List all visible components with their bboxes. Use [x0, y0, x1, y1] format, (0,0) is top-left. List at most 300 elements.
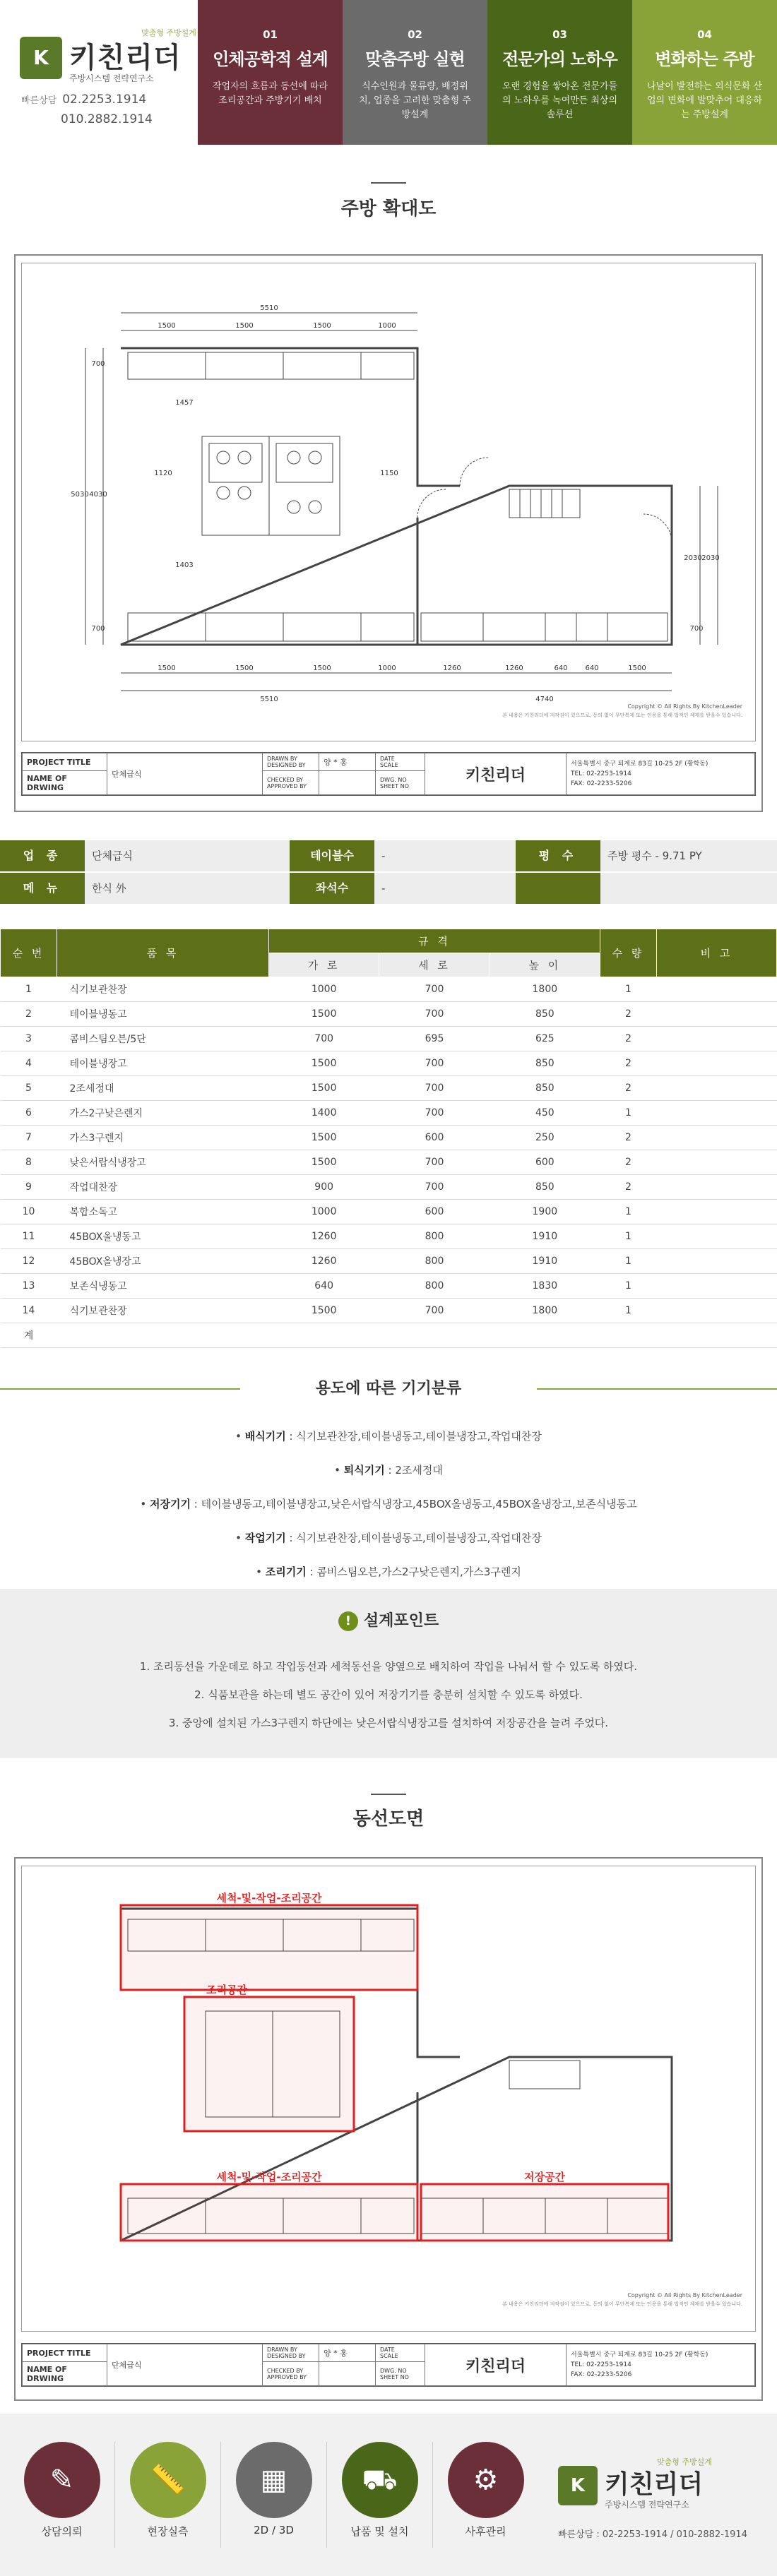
table-cell	[657, 1200, 777, 1224]
table-cell: 1	[600, 1200, 657, 1224]
table-cell: 1900	[490, 1200, 600, 1224]
class-label: 저장기기	[150, 1498, 191, 1510]
table-cell: 600	[379, 1126, 490, 1150]
tel: TEL: 02-2253-1914	[571, 770, 631, 777]
table-cell: 700	[379, 977, 490, 1002]
tables-value: -	[374, 840, 516, 871]
drawn-by: DRAWN BY	[267, 756, 297, 763]
table-row	[1, 1076, 777, 1101]
table-cell: 625	[490, 1027, 600, 1051]
table-cell	[657, 1249, 777, 1274]
table-cell: 가스2구낮은렌지	[57, 1101, 269, 1126]
table-cell: 2	[600, 1002, 657, 1027]
footer-button-label: 상담의뢰	[41, 2525, 83, 2538]
table-cell: 4	[1, 1051, 57, 1076]
class-value: 식기보관찬장,테이블냉동고,테이블냉장고,작업대찬장	[296, 1532, 542, 1544]
site-survey-button[interactable]	[124, 2442, 212, 2555]
classification-title: 용도에 따른 기기분류	[315, 1380, 462, 1397]
feature-card	[487, 0, 632, 145]
table-cell: 1	[600, 1224, 657, 1249]
truck-icon: ⛟	[342, 2442, 418, 2518]
table-cell: 1	[600, 977, 657, 1002]
consult-label: 빠른상담	[21, 95, 57, 106]
tables-label: 테이블수	[290, 840, 374, 871]
footer-divider	[220, 2442, 221, 2548]
table-cell: 10	[1, 1200, 57, 1224]
dim-bottom: 1500	[235, 664, 254, 672]
table-cell: 2	[600, 1150, 657, 1175]
design-points-title: 설계포인트	[363, 1612, 439, 1630]
th-size: 규 격	[269, 929, 600, 953]
project-title-label: PROJECT TITLE	[23, 753, 107, 771]
table-cell: 1	[600, 1249, 657, 1274]
cube-icon: ▦	[236, 2442, 312, 2518]
th-width: 가 로	[269, 953, 379, 977]
feature-card	[198, 0, 343, 145]
class-item: • 배식기기 : 식기보관찬장,테이블냉동고,테이블냉장고,작업대찬장	[235, 1430, 542, 1443]
zone-bottom-box	[121, 2184, 417, 2241]
table-cell: 작업대찬장	[57, 1175, 269, 1200]
title-block-logo: 키친리더	[465, 2357, 526, 2375]
area-label: 평 수	[516, 840, 600, 871]
table-cell: 1500	[269, 1126, 379, 1150]
kitchen-plan-drawing	[21, 263, 756, 741]
project-title-value: 단체급식	[107, 753, 263, 795]
dim-bottom: 1500	[313, 664, 331, 672]
design-point: 3. 중앙에 설치된 가스3구렌지 하단에는 낮은서랍식냉장고를 설치하여 저장공간을 늘려 주었다.	[168, 1717, 609, 1729]
contact-phones	[21, 90, 191, 129]
footer-brand-tag: 맞춤형 주방설계	[657, 2457, 712, 2467]
table-cell	[657, 1002, 777, 1027]
table-cell: 600	[490, 1150, 600, 1175]
th-note: 비 고	[657, 929, 777, 977]
address: 서울특별시 중구 퇴계로 83길 10-25 2F (황학동)	[571, 761, 708, 768]
footer-contact: 빠른상담 : 02-2253-1914 / 010-2882-1914	[558, 2529, 747, 2540]
dim-bottom: 640	[585, 664, 599, 672]
feature-title: 변화하는 주방	[655, 49, 754, 69]
table-cell: 850	[490, 1076, 600, 1101]
designer: 양 * 홍	[319, 753, 376, 771]
feature-num: 01	[263, 28, 278, 41]
zone-bottom-label: 세척-및-작업-조리공간	[216, 2171, 322, 2183]
table-cell: 9	[1, 1175, 57, 1200]
table-cell: 1910	[490, 1249, 600, 1274]
designer: 양 * 홍	[319, 2344, 376, 2362]
dim-mid: 1403	[175, 561, 194, 569]
table-cell	[657, 1274, 777, 1299]
table-cell: 850	[490, 1175, 600, 1200]
feature-desc: 식수인원과 물류량, 배정위치, 업종을 고려한 맞춤형 주방설계	[359, 81, 471, 120]
footer-brand-name: 키친리더	[605, 2470, 704, 2499]
section-title-flow: 동선도면	[352, 1808, 425, 1830]
class-value: 2조세정대	[395, 1464, 443, 1477]
table-cell: 2	[600, 1051, 657, 1076]
table-cell: 1830	[490, 1274, 600, 1299]
table-cell: 낮은서랍식냉장고	[57, 1150, 269, 1175]
classification-header	[0, 1373, 777, 1405]
designed-by: DESIGNED BY	[267, 2353, 306, 2360]
table-cell: 850	[490, 1002, 600, 1027]
table-row	[1, 1175, 777, 1200]
scale-label: SCALE	[380, 2353, 398, 2360]
dim-mid: 1457	[175, 399, 194, 407]
zone-store-box	[421, 2184, 668, 2241]
footer-divider	[432, 2442, 433, 2548]
wrench-icon: ⚙	[448, 2442, 524, 2518]
feature-num: 04	[697, 28, 712, 41]
dim-top: 1000	[378, 322, 396, 330]
table-cell: 700	[379, 1051, 490, 1076]
dim-left: 5030	[71, 491, 89, 499]
feature-title: 맞춤주방 실현	[365, 49, 465, 69]
table-cell: 800	[379, 1249, 490, 1274]
info-empty-label	[516, 873, 600, 904]
checked-by: CHECKED BY	[267, 776, 304, 783]
approved-by: APPROVED BY	[267, 782, 307, 789]
menu-label: 메 뉴	[0, 873, 85, 904]
table-cell	[657, 1150, 777, 1175]
name-of-drawing-label: NAME OF DRWING	[23, 2362, 107, 2386]
dim-bottom: 1500	[158, 664, 176, 672]
class-label: 퇴식기기	[343, 1464, 385, 1477]
table-cell: 2	[600, 1175, 657, 1200]
copyright: Copyright © All Rights By KitchenLeader	[627, 2292, 742, 2298]
th-depth: 세 로	[379, 953, 490, 977]
copyright-sub: 본 내용은 키친리더에 저작권이 있으므로, 동의 없이 무단복제 또는 인용을 통해 법적인 제재를 받을수 있습니다.	[502, 712, 742, 718]
designed-by: DESIGNED BY	[267, 762, 306, 769]
class-label: 배식기기	[244, 1430, 286, 1443]
project-title-value: 단체급식	[107, 2344, 263, 2386]
table-row	[1, 1249, 777, 1274]
table-cell: 콤비스팀오븐/5단	[57, 1027, 269, 1051]
footer-logo-icon: K	[558, 2466, 598, 2505]
table-cell	[657, 1224, 777, 1249]
title-block-logo: 키친리더	[465, 766, 526, 785]
brand-tag: 맞춤형 주방설계	[141, 28, 196, 37]
table-cell: 12	[1, 1249, 57, 1274]
title-block	[21, 752, 756, 796]
dim-bottom: 1260	[443, 664, 461, 672]
total-label: 계	[1, 1323, 57, 1348]
class-value: 식기보관찬장,테이블냉동고,테이블냉장고,작업대찬장	[296, 1430, 542, 1443]
after-service-button[interactable]	[441, 2442, 530, 2555]
project-title-label: PROJECT TITLE	[23, 2344, 107, 2362]
table-cell: 1000	[269, 977, 379, 1002]
th-height: 높 이	[490, 953, 600, 977]
table-cell: 850	[490, 1051, 600, 1076]
section-divider	[371, 182, 406, 184]
ruler-icon: 📏	[130, 2442, 206, 2518]
section-title-kitchen-plan: 주방 확대도	[340, 198, 437, 220]
dim-left: 700	[91, 360, 105, 368]
footer	[0, 2414, 777, 2576]
th-no: 순 번	[1, 929, 57, 977]
table-row	[1, 1299, 777, 1323]
table-cell: 3	[1, 1027, 57, 1051]
th-item: 품 목	[57, 929, 269, 977]
dim-top: 1500	[158, 322, 176, 330]
dwg-no-label: DWG. NO	[380, 2367, 407, 2374]
table-cell	[657, 1299, 777, 1323]
design-points	[0, 1589, 777, 1758]
delivery-install-button[interactable]	[336, 2442, 424, 2555]
table-cell: 6	[1, 1101, 57, 1126]
table-cell: 450	[490, 1101, 600, 1126]
table-cell: 1	[1, 977, 57, 1002]
checked-by: CHECKED BY	[267, 2367, 304, 2374]
table-cell: 식기보관찬장	[57, 977, 269, 1002]
table-row	[1, 1274, 777, 1299]
seats-value: -	[374, 873, 516, 904]
table-cell	[657, 1101, 777, 1126]
dim-mid: 2030	[684, 554, 702, 562]
approved-by: APPROVED BY	[267, 2373, 307, 2380]
table-cell: 1500	[269, 1299, 379, 1323]
dim-total-top: 5510	[260, 304, 278, 312]
table-row	[1, 1101, 777, 1126]
th-qty: 수 량	[600, 929, 657, 977]
consult-icon: ✎	[24, 2442, 100, 2518]
class-value: 콤비스팀오븐,가스2구낮은렌지,가스3구렌지	[316, 1566, 521, 1578]
zone-mid-box	[184, 1997, 354, 2131]
zone-store-label: 저장공간	[524, 2171, 565, 2183]
feature-num: 03	[552, 28, 567, 41]
table-cell: 13	[1, 1274, 57, 1299]
table-cell: 7	[1, 1126, 57, 1150]
table-cell: 700	[379, 1150, 490, 1175]
feature-card	[343, 0, 487, 145]
table-cell: 1800	[490, 1299, 600, 1323]
table-cell: 700	[379, 1299, 490, 1323]
table-cell: 700	[379, 1002, 490, 1027]
table-cell: 보존식냉동고	[57, 1274, 269, 1299]
feature-card	[632, 0, 777, 145]
dim-left: 4030	[89, 491, 107, 499]
feature-desc: 나날이 발전하는 외식문화 산업의 변화에 발맞추어 대응하는 주방설계	[646, 81, 763, 120]
table-cell: 1800	[490, 977, 600, 1002]
table-cell: 1400	[269, 1101, 379, 1126]
info-row	[0, 840, 777, 871]
table-cell: 250	[490, 1126, 600, 1150]
exclamation-icon: !	[338, 1611, 358, 1631]
table-cell: 700	[379, 1175, 490, 1200]
info-row	[0, 873, 777, 904]
fax: FAX: 02-2233-5206	[571, 2371, 632, 2378]
table-cell	[269, 1323, 379, 1348]
feature-desc: 오랜 경험을 쌓아온 전문가들의 노하우를 녹여만든 최상의 솔루션	[502, 81, 618, 120]
footer-button-label: 현장실측	[147, 2525, 189, 2538]
class-label: 작업기기	[244, 1532, 286, 1544]
footer-button-label: 납품 및 설치	[350, 2525, 409, 2538]
table-cell: 700	[269, 1027, 379, 1051]
table-cell: 1260	[269, 1224, 379, 1249]
table-cell: 2	[600, 1126, 657, 1150]
table-cell: 5	[1, 1076, 57, 1101]
table-cell: 2	[600, 1027, 657, 1051]
table-cell: 1	[600, 1274, 657, 1299]
table-cell: 2조세정대	[57, 1076, 269, 1101]
spec-table	[0, 929, 777, 1348]
table-row	[1, 1224, 777, 1249]
date-label: DATE	[380, 2347, 395, 2354]
design-points-header	[0, 1609, 777, 1631]
dim-top: 1500	[235, 322, 254, 330]
dim-mid: 1150	[380, 470, 398, 477]
section-divider	[371, 1794, 406, 1795]
footer-button-label: 사후관리	[465, 2525, 506, 2538]
table-cell: 테이블냉동고	[57, 1002, 269, 1027]
table-cell: 1500	[269, 1002, 379, 1027]
table-total-row	[1, 1323, 777, 1348]
table-cell: 700	[379, 1076, 490, 1101]
class-item: • 저장기기 : 테이블냉동고,테이블냉장고,낮은서랍식냉장고,45BOX올냉동고,45BOX올냉장고,보존식냉동고	[140, 1498, 637, 1510]
table-cell: 2	[1, 1002, 57, 1027]
class-value: 테이블냉동고,테이블냉장고,낮은서랍식냉장고,45BOX올냉동고,45BOX올냉장고,보존식냉동고	[201, 1498, 637, 1510]
logo-mark-icon: K	[20, 37, 62, 79]
brand-sub: 주방시스템 전략연구소	[69, 73, 154, 83]
design-point: 1. 조리동선을 가운데로 하고 작업동선과 세척동선을 양옆으로 배치하여 작업을 나눠서 할 수 있도록 하였다.	[139, 1660, 638, 1673]
table-cell: 가스3구렌지	[57, 1126, 269, 1150]
dim-total-bottom: 5510	[260, 696, 278, 703]
table-row	[1, 977, 777, 1002]
table-row	[1, 1150, 777, 1175]
table-cell: 640	[269, 1274, 379, 1299]
dim-left: 700	[91, 625, 105, 633]
copyright-sub: 본 내용은 키친리더에 저작권이 있으므로, 동의 없이 무단복제 또는 인용을 통해 법적인 제재를 받을수 있습니다.	[502, 2301, 742, 2307]
classification-list	[0, 1419, 777, 1589]
feature-title: 전문가의 노하우	[502, 49, 617, 69]
name-of-drawing-label: NAME OF DRWING	[23, 771, 107, 795]
table-cell: 1500	[269, 1076, 379, 1101]
area-value: 주방 평수 - 9.71 PY	[600, 840, 777, 871]
feature-title: 인체공학적 설계	[213, 49, 328, 69]
type-label: 업 종	[0, 840, 85, 871]
footer-divider	[326, 2442, 327, 2548]
dwg-no-label: DWG. NO	[380, 776, 407, 783]
copyright: Copyright © All Rights By KitchenLeader	[627, 703, 742, 710]
table-cell: 1910	[490, 1224, 600, 1249]
dim-mid: 700	[689, 625, 704, 633]
table-row	[1, 1051, 777, 1076]
dim-mid: 1120	[154, 470, 172, 477]
table-cell	[657, 1076, 777, 1101]
table-cell: 1260	[269, 1249, 379, 1274]
info-empty-value	[600, 873, 777, 904]
table-cell: 45BOX올냉장고	[57, 1249, 269, 1274]
table-cell: 복합소독고	[57, 1200, 269, 1224]
class-item: • 퇴식기기 : 2조세정대	[334, 1464, 443, 1477]
footer-button-label: 2D / 3D	[254, 2524, 294, 2536]
title-block	[21, 2343, 756, 2387]
feature-desc: 작업자의 흐름과 동선에 따라 조리공간과 주방기기 배치	[212, 81, 328, 106]
header	[0, 0, 777, 145]
brand-name: 키친리더	[69, 42, 182, 74]
table-cell: 600	[379, 1200, 490, 1224]
table-cell	[657, 1323, 777, 1348]
table-cell	[657, 977, 777, 1002]
table-cell: 1500	[269, 1051, 379, 1076]
phone-1[interactable]: 02.2253.1914	[62, 93, 147, 107]
flow-plan-drawing	[21, 1866, 756, 2332]
table-cell	[657, 1027, 777, 1051]
design-points-list	[0, 1652, 777, 1737]
table-cell: 45BOX올냉동고	[57, 1224, 269, 1249]
dim-total-bottom: 4740	[535, 696, 554, 703]
dim-bottom: 1260	[505, 664, 523, 672]
table-cell	[490, 1323, 600, 1348]
table-cell: 695	[379, 1027, 490, 1051]
fax: FAX: 02-2233-5206	[571, 780, 632, 787]
floor-plan-svg	[22, 263, 755, 741]
table-cell: 900	[269, 1175, 379, 1200]
sheet-no-label: SHEET NO	[380, 2373, 409, 2380]
table-cell: 식기보관찬장	[57, 1299, 269, 1323]
address: 서울특별시 중구 퇴계로 83길 10-25 2F (황학동)	[571, 2351, 708, 2359]
dim-top: 1500	[313, 322, 331, 330]
table-cell: 800	[379, 1224, 490, 1249]
footer-brand-sub: 주방시스템 전략연구소	[605, 2500, 689, 2510]
zone-top-label: 세척-및-작업-조리공간	[216, 1892, 322, 1904]
dim-bottom: 1500	[628, 664, 646, 672]
table-row	[1, 1002, 777, 1027]
footer-divider	[114, 2442, 115, 2548]
spec-body	[1, 977, 777, 1348]
date-label: DATE	[380, 756, 395, 763]
table-cell: 14	[1, 1299, 57, 1323]
scale-label: SCALE	[380, 762, 398, 769]
table-cell	[657, 1051, 777, 1076]
table-row	[1, 1200, 777, 1224]
sheet-no-label: SHEET NO	[380, 782, 409, 789]
drawn-by: DRAWN BY	[267, 2347, 297, 2354]
table-cell: 테이블냉장고	[57, 1051, 269, 1076]
table-cell	[379, 1323, 490, 1348]
table-cell	[57, 1323, 269, 1348]
class-item: • 조리기기 : 콤비스팀오븐,가스2구낮은렌지,가스3구렌지	[256, 1566, 521, 1578]
class-item: • 작업기기 : 식기보관찬장,테이블냉동고,테이블냉장고,작업대찬장	[235, 1532, 542, 1544]
dim-bottom: 640	[554, 664, 568, 672]
dim-mid: 2030	[701, 554, 720, 562]
zone-top-box	[121, 1905, 417, 1990]
table-cell	[600, 1323, 657, 1348]
table-cell: 1500	[269, 1150, 379, 1175]
table-cell: 800	[379, 1274, 490, 1299]
class-label: 조리기기	[265, 1566, 307, 1578]
table-cell: 1000	[269, 1200, 379, 1224]
zone-mid-label: 조리공간	[206, 1984, 247, 1996]
phone-2[interactable]: 010.2882.1914	[61, 112, 153, 126]
design-2d3d-button[interactable]	[230, 2442, 318, 2555]
feature-num: 02	[408, 28, 422, 41]
table-cell	[657, 1175, 777, 1200]
tel: TEL: 02-2253-1914	[571, 2361, 631, 2368]
table-row	[1, 1027, 777, 1051]
consult-request-button[interactable]	[18, 2442, 106, 2555]
flow-plan-svg	[22, 1866, 755, 2331]
table-cell: 700	[379, 1101, 490, 1126]
type-value: 단체급식	[85, 840, 290, 871]
dim-bottom: 1000	[378, 664, 396, 672]
table-cell: 1	[600, 1299, 657, 1323]
table-row	[1, 1126, 777, 1150]
design-point: 2. 식품보관을 하는데 별도 공간이 있어 저장기기를 충분히 설치할 수 있도록 하였다.	[194, 1688, 583, 1701]
table-cell: 8	[1, 1150, 57, 1175]
menu-value: 한식 外	[85, 873, 290, 904]
table-cell: 1	[600, 1101, 657, 1126]
table-cell	[657, 1126, 777, 1150]
table-cell: 2	[600, 1076, 657, 1101]
seats-label: 좌석수	[290, 873, 374, 904]
